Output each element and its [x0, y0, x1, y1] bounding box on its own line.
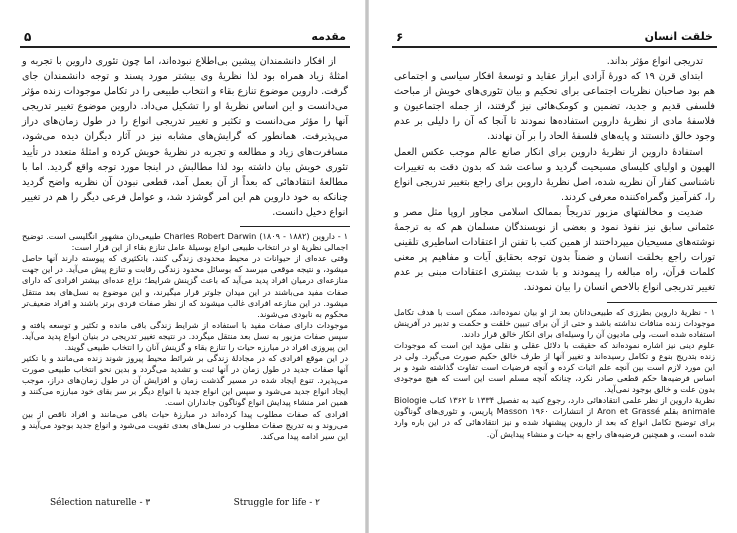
- left-footnotes: [20, 231, 350, 442]
- book-gutter: [365, 0, 369, 533]
- footnote-separator: [240, 226, 350, 227]
- footnote: در این موقع افرادی که در مجادلهٔ زندگی بر شرائط محیط پیروز شوند زنده می‌مانند و با تکثیر آنها صفات جدید در طول زمان در آنها ثبت و تشدید می‌گردد و بدین نحو انتخاب طبیعی صورت می‌پذیرد. تنوع ایجاد شده در مسیر گذشت زمان و افزایش آن در طول زمان‌های دراز، موجب ایجاد انواع جدید می‌شود و سپس این انواع جدید با انواع دیگر بر سر بقای خود مبارزه می‌کنند و همین امر منشاء پیدایش انواع گوناگون جانداران است.: [22, 353, 348, 408]
- running-title: خلقت انسان: [644, 30, 713, 43]
- paragraph: تدریجی انواع مؤثر بداند.: [606, 56, 703, 67]
- footnote: نظریهٔ داروین از نظر علمی انتقادهائی دارد، رجوع کنید به تفصیل ۱۳۳۴ تا ۱۳۶۲ کتاب Biologie animale بقلم Aron et Grassé از انتشارات Masson ۱۹۶۰ پاریس، و تئوری‌های گوناگون برای توضیح تکامل انواع که بعد از داروین پیشنهاد شده و نیز انتقادهائی که در این باره وارد شده است، و همچنین فرضیه‌های راجع به حیات و منشاء پیدایش آن.: [394, 395, 715, 439]
- footnote-separator: [607, 302, 717, 303]
- page-number: ۵: [24, 30, 32, 44]
- footnote: وقتی عده‌ای از حیوانات در محیط محدودی زندگی کنند، باتکثیری که پیوسته دارند آنها حاصل میشود، و نتیجه موقعی میرسد که بوسائل محدود زندگی رقابت و تنازع پیش می‌آید. در این جهت منازعه‌ای درمیان افراد پدید می‌آید که باعث گزینش شرایط؛ نزاع عده‌ای بیشتر افرادی که دارای صفات مفید می‌باشند در این میدان جلوتر قرار میگیرند، و این موضوع به نسل‌های بعد منتقل میشود. در این منازعه افرادی غالب میشوند که از نظر صفات فردی برتر باشند و افراد ضعیف‌تر محکوم به نابودی می‌شوند.: [22, 253, 348, 319]
- right-footnotes: [392, 307, 717, 440]
- footnote: علوم دینی نیز اشاره نموده‌اند که حقیقت با دلائل عقلی و نقلی مؤید این است که موجودات زنده بتدریج بنوع و تکامل رسیده‌اند و تغییر آنها از طرف خالق حکیم صورت می‌گیرد. ولی در این مورد لازم است بین آنچه علم اثبات کرده و آنچه فرضیات است تفاوت گذاشته شود و بر اساس فرضیه‌ها حکم قطعی صادر نکرد، چنانکه آنچه مسلم است این است که هیچ موجودی بدون علت و خالق بوجود نمی‌آید.: [394, 339, 715, 395]
- running-title: مقدمه: [311, 30, 346, 43]
- right-page-header: [392, 30, 717, 48]
- footnote-ref-struggle: Struggle for life - ۲: [233, 498, 320, 508]
- footnote: افرادی که صفات مطلوب پیدا کرده‌اند در مبارزهٔ حیات باقی می‌مانند و افراد ناقص از بین می‌روند و به تدریج صفات مطلوب در نسل‌های بعدی تقویت می‌شود و انواع جدید بوجود می‌آیند و این سیر ادامه پیدا می‌کند.: [22, 408, 348, 441]
- footnote: ١ - داروین Charles Robert Darwin (۱۸۰۹ - ۱۸۸۲) طبیعی‌دان مشهور انگلیسی است. توضیح اجمالی نظریهٔ او در انتخاب طبیعی انواع بوسیلهٔ عامل تنازع بقاء از این قرار است:: [22, 231, 348, 253]
- footnote: موجودات دارای صفات مفید با استفاده از شرایط زندگی باقی مانده و تکثیر و توسعه یافته و سپس صفات مزبور به نسل بعد منتقل میگردد. در نتیجه تغییر تدریجی در بنیان انواع پدید می‌آید. این پیروزی افراد در مبارزه حیات را تنازع بقاء و گزینش آنان را انتخاب طبیعی گویند.: [22, 319, 348, 352]
- left-page: [20, 30, 350, 510]
- left-body-text: [20, 54, 350, 220]
- left-page-header: [20, 30, 350, 48]
- paragraph: استفادهٔ داروین از نظریهٔ داروین برای انکار صانع عالم موجب عکس العمل الهیون و اولیای کلیسای مسیحیت گردید و ساعت شد که بدون دقت به تغییرات ناشناسی کفار آن نظریه شده، اصل نظریهٔ داروین برای راجع بتغییر تدریجی انواع را، کفرآمیز وگمراه‌کننده معرفی کردند.: [394, 146, 715, 203]
- footnote-references: [20, 498, 350, 508]
- footnote: ١ - نظریهٔ داروین بطرزی که طبیعی‌دانان بعد از او بیان نموده‌اند، ممکن است با هدف تکامل موجودات زنده منافات نداشته باشد و حتی از آن برای تبیین خلقت و حکمت و تدبیر در آفرینش استفاده شده است، ولی مادیون آن را وسیله‌ای برای انکار خالق قرار دادند.: [394, 306, 715, 339]
- paragraph: از افکار دانشمندان پیشین بی‌اطلاع نبوده‌اند، اما چون تئوری داروین با تجربه و امثلهٔ زیاد همراه بود لذا نظریهٔ وی بیشتر مورد پسند و توجه دانشمندان جای گرفت. داروین موضوع تنازع بقاء و انتخاب طبیعی را در تکامل موجودات زنده مؤثر می‌دانست و این اساس نظریهٔ او را تشکیل می‌داد. داروین موضوع تغییر تدریجی آنها را مؤثر می‌دانست و تکثیر و تغییر تدریجی انواع را در طول زمان‌های دراز می‌پذیرفت. همانطور که گرایش‌های مشابه نیز در آثار دیگران دیده می‌شود، مسافرت‌های زیاد و مطالعه و تجربه در نظریهٔ خویش کرده و امثلهٔ متعدد در تأیید تئوری خویش بیان داشته بود لذا مطالبش در اینجا مورد توجه واقع گردید. اما با مطالعهٔ انتقادهائی که بعداً از آن بعمل آمد، قطعی نبودن آن نظریه واضح گردید چنانکه به خود داروین هم این امر گوشزد شد، و عوامل فرعی دیگر را هم در تغییر انواع دخیل دانست.: [22, 56, 348, 218]
- footnote-ref-selection: Sélection naturelle - ۳: [50, 498, 151, 508]
- right-page: [392, 30, 717, 510]
- page-number: ۶: [396, 30, 404, 44]
- paragraph: ابتدای قرن ۱۹ که دورهٔ آزادی ابراز عقاید و توسعهٔ افکار سیاسی و اجتماعی هم بود صاحبان نظریات اجتماعی برای تحکیم و بیان تئوری‌های خویش از مباحث فلسفی قدیم و جدید، تضمین و کومک‌هائی نیز گرفتند، از جمله اجتماعیون و فلاسفهٔ مادی از نظریهٔ داروین استفاده‌ها نمودند تا آنجا که آن را دلیلی بر عدم وجود خالق دانستند و پایه‌های فلسفهٔ الحاد را بر آن نهادند.: [394, 71, 715, 143]
- right-body-text: [392, 54, 717, 296]
- paragraph: ضدیت و مخالفتهای مزبور تدریجاً بممالک اسلامی مجاور اروپا مثل مصر و عثمانی سابق نیز نفوذ نمود و بعضی از نویسندگان مسلمان هم که به ترجمهٔ نوشته‌های مسیحیان میپرداختند از همین کتب با تفنن از اعتقادات اساطیری تلقینی تورات راجع بخلقت انسان و ضمناً بدون توجه بحقایق آیات و مفاهیم پر معنی کلمات قرآن، راه مبالغه را پیمودند و با شدت بیشتری اعتقادات مبنی بر عدم تغییر تدریجی انواع بالاخص انسان را بیان نمودند.: [394, 206, 715, 294]
